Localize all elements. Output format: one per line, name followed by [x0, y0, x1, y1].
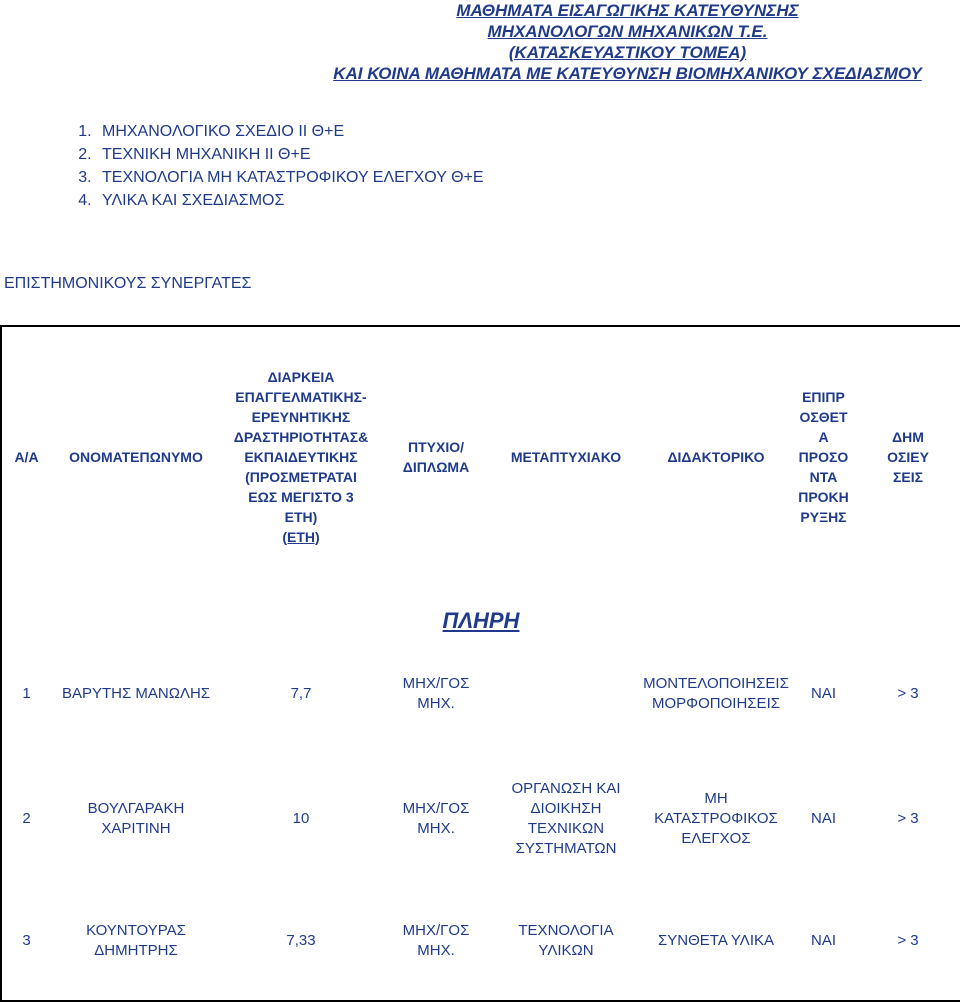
subject-item: 1. ΜΗΧΑΝΟΛΟΓΙΚΟ ΣΧΕΔΙΟ ΙΙ Θ+Ε [96, 120, 484, 143]
cell-masters [491, 631, 641, 756]
cell-aa: 2 [1, 756, 51, 881]
cell-suitability: ΝΑΙ [810, 684, 836, 702]
experience-unit: (ΕΤΗ) [282, 528, 320, 545]
col-header-suitability: ΕΠΙΠΡ ΟΣΘΕΤ Α ΠΡΟΣΟ ΝΤΑ ΠΡΟΚΗ ΡΥΞΗΣ [791, 326, 856, 586]
collaborators-label: ΕΠΙΣΤΗΜΟΝΙΚΟΥΣ ΣΥΝΕΡΓΑΤΕΣ [4, 275, 252, 292]
document-header [300, 0, 955, 84]
header-row [1, 326, 960, 586]
header-line-3: (ΚΑΤΑΣΚΕΥΑΣΤΙΚΟΥ ΤΟΜΕΑ) [508, 43, 747, 62]
cell-experience: 10 [292, 809, 310, 827]
header-line-4: ΚΑΙ ΚΟΙΝΑ ΜΑΘΗΜΑΤΑ ΜΕ ΚΑΤΕΥΘΥΝΣΗ ΒΙΟΜΗΧΑΝΙΚΟΥ ΣΧΕΔΙΑΣΜΟΥ [333, 64, 922, 83]
subject-item: 4. ΥΛΙΚΑ ΚΑΙ ΣΧΕΔΙΑΣΜΟΣ [96, 189, 484, 212]
cell-name: ΚΟΥΝΤΟΥΡΑΣ ΔΗΜΗΤΡΗΣ [51, 881, 221, 1001]
cell-suitability: ΝΑΙ [810, 809, 836, 827]
cell-phd: ΜΟΝΤΕΛΟΠΟΙΗΣΕΙΣ ΜΟΡΦΟΠΟΙΗΣΕΙΣ [643, 674, 789, 712]
subjects-list [68, 120, 484, 212]
cell-name: ΒΑΡΥΤΗΣ ΜΑΝΩΛΗΣ [61, 684, 211, 702]
cell-degree: ΜΗΧ/ΓΟΣ ΜΗΧ. [402, 674, 470, 712]
section-title: ΠΛΗΡΗ [1, 586, 960, 631]
table-row [1, 881, 960, 1001]
col-header-publications: ΔΗΜ ΟΣΙΕΥ ΣΕΙΣ [856, 326, 960, 586]
cell-experience: 7,7 [290, 684, 312, 702]
cell-aa: 1 [1, 631, 51, 756]
cell-publications: > 3 [856, 881, 960, 1001]
col-header-name: ΟΝΟΜΑΤΕΠΩΝΥΜΟ [51, 326, 221, 586]
cell-degree: ΜΗΧ/ΓΟΣ ΜΗΧ. [402, 799, 470, 837]
cell-phd: ΜΗ ΚΑΤΑΣΤΡΟΦΙΚΟΣ ΕΛΕΓΧΟΣ [654, 789, 778, 847]
table-row [1, 756, 960, 881]
cell-publications: > 3 [856, 631, 960, 756]
experience-header-text: ΔΙΑΡΚΕΙΑ ΕΠΑΓΓΕΛΜΑΤΙΚΗΣ- ΕΡΕΥΝΗΤΙΚΗΣ ΔΡΑΣΤΗΡΙΟΤΗΤΑΣ& ΕΚΠΑΙΔΕΥΤΙΚΗΣ (ΠΡΟΣΜΕΤΡΑΤΑΙ ΕΩΣ ΜΕΓΙΣΤΟ 3 ΕΤΗ) [233, 368, 369, 525]
cell-experience: 7,33 [221, 881, 381, 1001]
cell-phd: ΣΥΝΘΕΤΑ ΥΛΙΚΑ [641, 881, 791, 1001]
cell-degree: ΜΗΧ/ΓΟΣ ΜΗΧ. [381, 881, 491, 1001]
cell-publications: > 3 [856, 756, 960, 881]
header-line-2: ΜΗΧΑΝΟΛΟΓΩΝ ΜΗΧΑΝΙΚΩΝ Τ.Ε. [487, 22, 768, 41]
cell-name: ΒΟΥΛΓΑΡΑΚΗ ΧΑΡΙΤΙΝΗ [87, 799, 185, 837]
table-row [1, 631, 960, 756]
cell-suitability: ΝΑΙ [791, 881, 856, 1001]
cell-aa: 3 [1, 881, 51, 1001]
subject-item: 2. ΤΕΧΝΙΚΗ ΜΗΧΑΝΙΚΗ ΙΙ Θ+Ε [96, 143, 484, 166]
header-line-1: ΜΑΘΗΜΑΤΑ ΕΙΣΑΓΩΓΙΚΗΣ ΚΑΤΕΥΘΥΝΣΗΣ [456, 1, 799, 20]
col-header-aa: Α/Α [1, 326, 51, 586]
section-row [1, 586, 960, 631]
cell-masters: ΟΡΓΑΝΩΣΗ ΚΑΙ ΔΙΟΙΚΗΣΗ ΤΕΧΝΙΚΩΝ ΣΥΣΤΗΜΑΤΩΝ [511, 779, 621, 857]
col-header-masters: ΜΕΤΑΠΤΥΧΙΑΚΟ [491, 326, 641, 586]
subject-item: 3. ΤΕΧΝΟΛΟΓΙΑ ΜΗ ΚΑΤΑΣΤΡΟΦΙΚΟΥ ΕΛΕΓΧΟΥ Θ+Ε [96, 166, 484, 189]
col-header-experience [221, 326, 381, 586]
col-header-degree: ΠΤΥΧΙΟ/ ΔΙΠΛΩΜΑ [381, 326, 491, 586]
collaborators-table [0, 325, 960, 1002]
col-header-phd: ΔΙΔΑΚΤΟΡΙΚΟ [641, 326, 791, 586]
cell-masters: ΤΕΧΝΟΛΟΓΙΑ ΥΛΙΚΩΝ [491, 881, 641, 1001]
